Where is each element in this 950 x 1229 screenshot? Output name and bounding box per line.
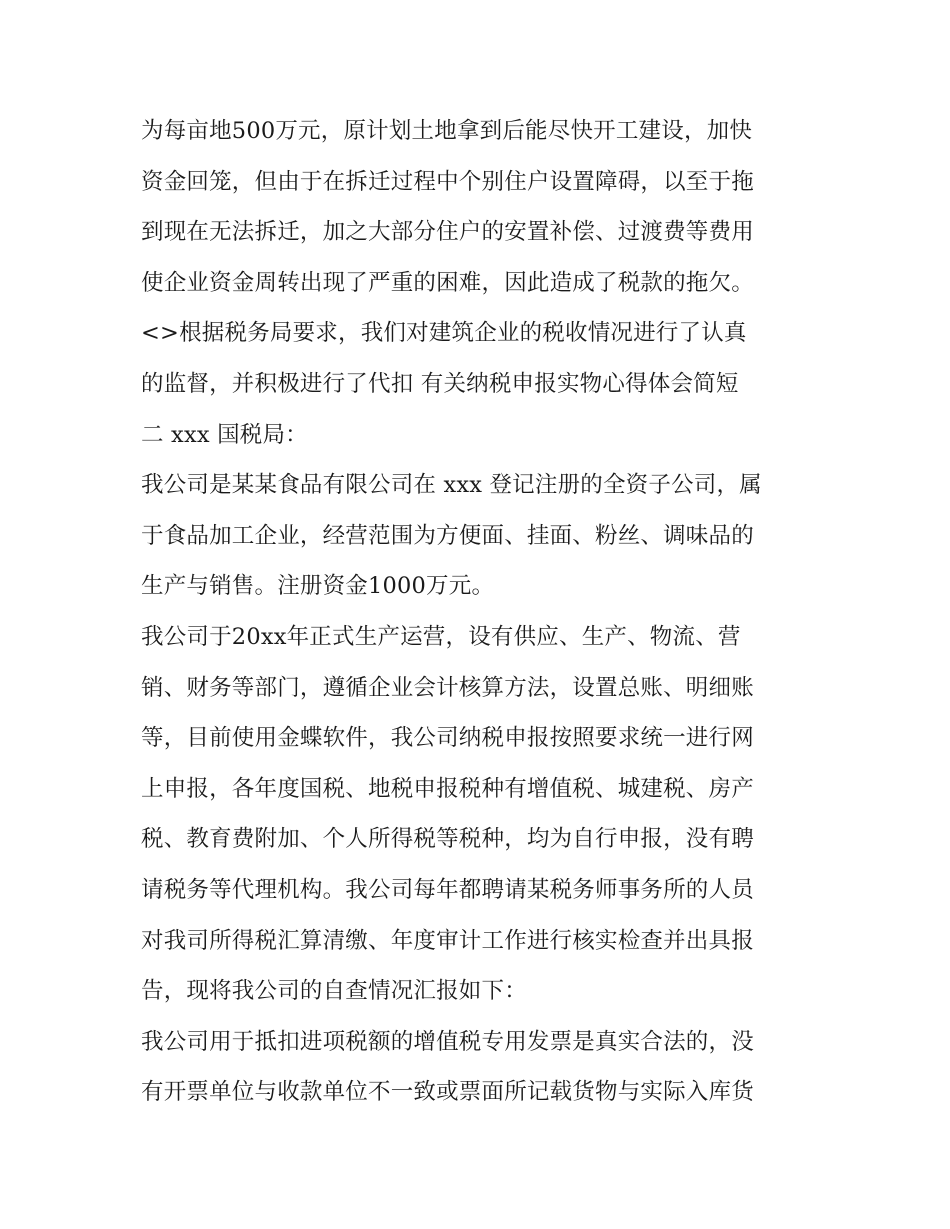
text-line: 到现在无法拆迁，加之大部分住户的安置补偿、过渡费等费用 xyxy=(141,219,754,246)
text-line: 告，现将我公司的自查情况汇报如下： xyxy=(141,978,527,1005)
text-line: 对我司所得税汇算清缴、年度审计工作进行核实检查并出具报 xyxy=(141,927,754,954)
text-line: 税、教育费附加、个人所得税等税种，均为自行申报，没有聘 xyxy=(141,826,754,853)
text-line: 等，目前使用金蝶软件，我公司纳税申报按照要求统一进行网 xyxy=(141,725,754,752)
text-line: 资金回笼，但由于在拆迁过程中个别住户设置障碍，以至于拖 xyxy=(141,168,754,195)
text-line: 我公司用于抵扣进项税额的增值税专用发票是真实合法的，没 xyxy=(141,1028,754,1055)
text-line: 使企业资金周转出现了严重的困难，因此造成了税款的拖欠。 xyxy=(141,269,754,296)
text-line: 我公司是某某食品有限公司在 xxx 登记注册的全资子公司，属 xyxy=(141,472,762,499)
text-line: 请税务等代理机构。我公司每年都聘请某税务师事务所的人员 xyxy=(141,876,754,903)
text-line: 我公司于20xx年正式生产运营，设有供应、生产、物流、营 xyxy=(141,623,741,650)
text-line-heading: 二 xxx 国税局： xyxy=(141,421,308,448)
text-line: 有开票单位与收款单位不一致或票面所记载货物与实际入库货 xyxy=(141,1079,754,1106)
text-line: <>根据税务局要求，我们对建筑企业的税收情况进行了认真 xyxy=(141,320,747,347)
document-body xyxy=(141,106,813,1118)
text-line: 上申报，各年度国税、地税申报税种有增值税、城建税、房产 xyxy=(141,775,754,802)
text-line: 生产与销售。注册资金1000万元。 xyxy=(141,573,495,600)
text-line: 为每亩地500万元，原计划土地拿到后能尽快开工建设，加快 xyxy=(141,118,753,144)
text-line: 的监督，并积极进行了代扣 有关纳税申报实物心得体会简短 xyxy=(141,370,739,397)
text-line: 于食品加工企业，经营范围为方便面、挂面、粉丝、调味品的 xyxy=(141,522,754,549)
text-line: 销、财务等部门，遵循企业会计核算方法，设置总账、明细账 xyxy=(141,674,754,701)
